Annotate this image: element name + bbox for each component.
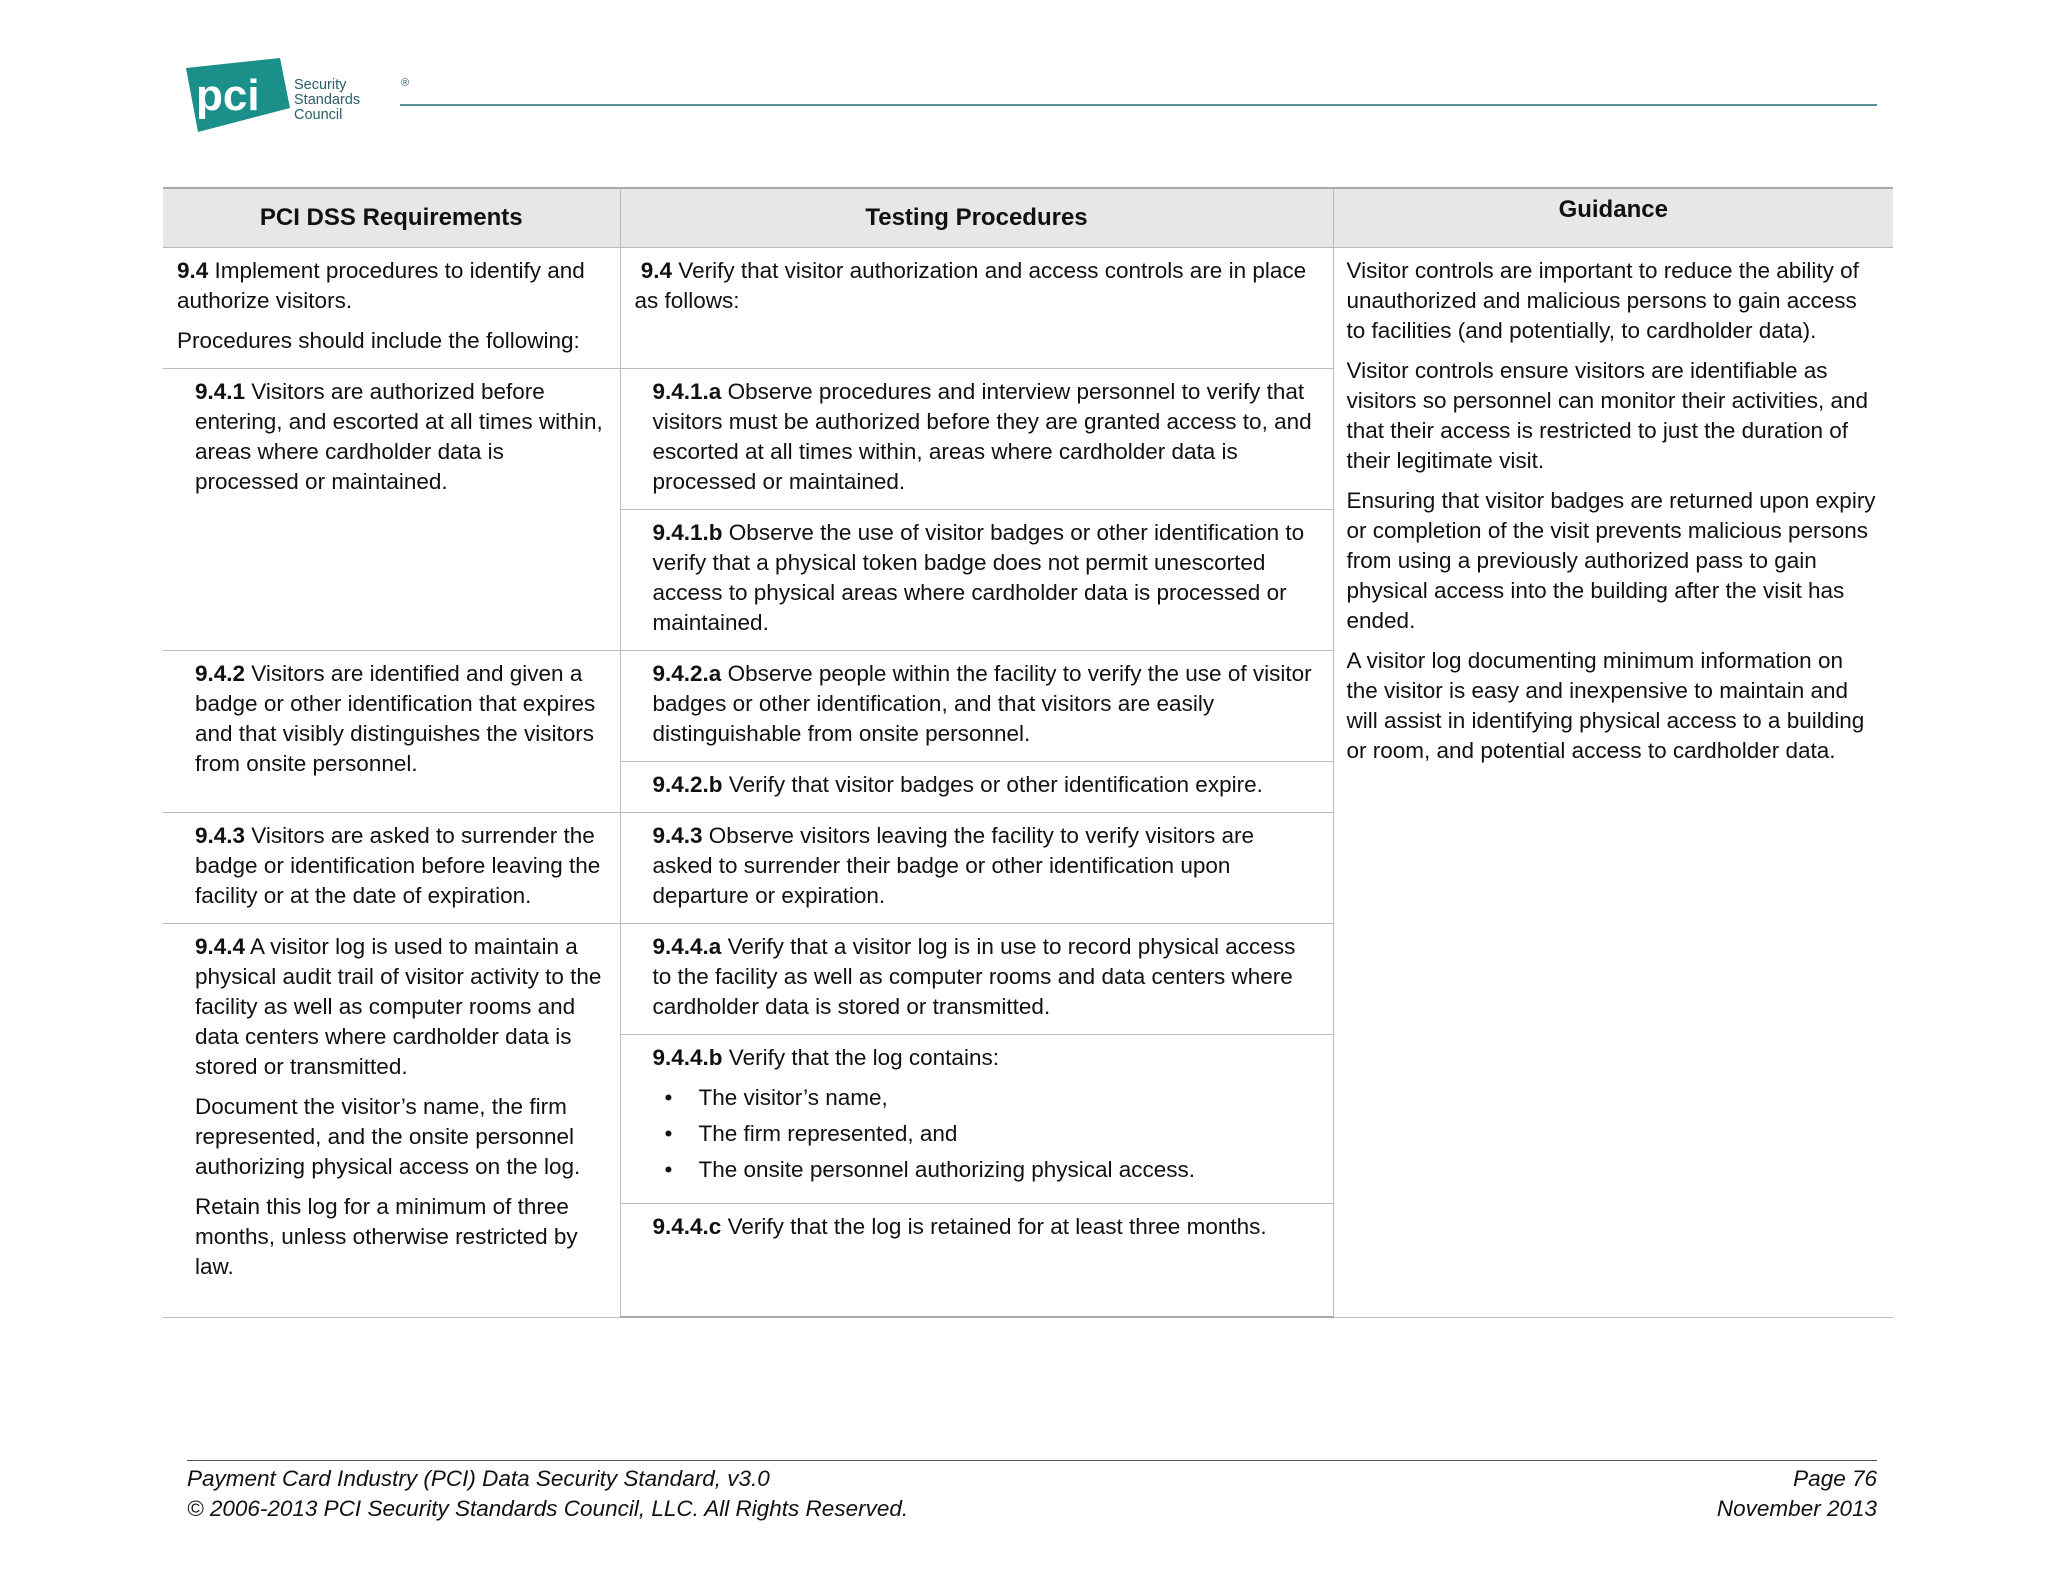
test-id: 9.4.2.a xyxy=(652,661,722,686)
guidance-paragraph: Visitor controls ensure visitors are identifiable as visitors so personnel can monitor their activities, and that their access is restricted to just the duration of their legitimate visit. xyxy=(1346,358,1868,473)
guidance-cell xyxy=(1333,248,1893,1318)
guidance-paragraph: Ensuring that visitor badges are returned upon expiry or completion of the visit prevents malicious persons from using a previously authorized pass to gain physical access into the building after the visit has ended. xyxy=(1346,488,1876,633)
test-id: 9.4.2.b xyxy=(652,772,723,797)
req-note: Procedures should include the following: xyxy=(177,328,580,353)
test-9-4-1-a xyxy=(620,369,1333,510)
logo-line-2: Standards Council xyxy=(294,92,361,123)
header-guidance: Guidance xyxy=(1333,188,1893,248)
req-id: 9.4 xyxy=(177,258,209,283)
requirement-9-4 xyxy=(163,248,620,369)
list-item: • The visitor’s name, xyxy=(699,1083,1317,1113)
bullet-icon: • xyxy=(664,1157,673,1182)
req-id: 9.4.4 xyxy=(195,934,246,959)
test-text: Verify that visitor badges or other identification expire. xyxy=(722,772,1263,797)
table-header-row xyxy=(163,188,1893,248)
table-row-9-4 xyxy=(163,248,1893,369)
test-9-4-4-a xyxy=(620,924,1333,1035)
registered-mark: ® xyxy=(401,77,410,89)
log-contents-list xyxy=(653,1083,1317,1185)
requirement-9-4-4 xyxy=(163,924,620,1318)
test-id: 9.4.4.a xyxy=(652,934,722,959)
test-id: 9.4.4.c xyxy=(652,1214,722,1239)
test-9-4-1-b xyxy=(620,510,1333,651)
test-text: Observe the use of visitor badges or other identification to verify that a physical token badge does not permit unescorted access to physical areas where cardholder data is processed or maintained. xyxy=(652,520,1305,635)
test-id: 9.4 xyxy=(640,258,673,283)
req-id: 9.4.3 xyxy=(195,823,246,848)
footer-page-number: Page 76 xyxy=(1793,1466,1877,1491)
test-text: Observe people within the facility to verify the use of visitor badges or other identification, and that visitors are easily distinguishable from onsite personnel. xyxy=(652,661,1312,746)
test-9-4-4-b xyxy=(620,1035,1333,1204)
requirements-table xyxy=(163,187,1893,1318)
test-text: Verify that visitor authorization and access controls are in place as follows: xyxy=(634,258,1307,313)
guidance-paragraph: A visitor log documenting minimum information on the visitor is easy and inexpensive to maintain and will assist in identifying physical access to a building or room, and potential access to cardholder data. xyxy=(1346,648,1865,763)
test-text: Observe visitors leaving the facility to verify visitors are asked to surrender their badge or other identification upon departure or expiration. xyxy=(652,823,1254,908)
logo-line-1: Security xyxy=(294,77,347,93)
footer-date: November 2013 xyxy=(1716,1496,1877,1521)
test-9-4 xyxy=(620,248,1333,369)
test-9-4-4-c xyxy=(620,1204,1333,1318)
test-9-4-2-b xyxy=(620,762,1333,813)
list-item: • The onsite personnel authorizing physical access. xyxy=(699,1155,1317,1185)
logo-wordmark: pci xyxy=(196,71,260,120)
header-testing-procedures: Testing Procedures xyxy=(620,188,1333,248)
requirement-9-4-2 xyxy=(163,651,620,813)
header-rule xyxy=(400,104,1877,106)
footer-rule xyxy=(187,1460,1877,1461)
test-text: Verify that a visitor log is in use to record physical access to the facility as well as computer rooms and data centers where cardholder data is stored or transmitted. xyxy=(652,934,1296,1019)
test-id: 9.4.1.b xyxy=(652,520,723,545)
req-text: Visitors are asked to surrender the badge or identification before leaving the facility or at the date of expiration. xyxy=(195,823,601,908)
req-id: 9.4.2 xyxy=(195,661,246,686)
requirement-9-4-1 xyxy=(163,369,620,651)
footer-document-title: Payment Card Industry (PCI) Data Security Standard, v3.0 xyxy=(187,1466,770,1491)
logo-council-name xyxy=(294,78,404,123)
req-paragraph: Retain this log for a minimum of three months, unless otherwise restricted by law. xyxy=(195,1194,578,1279)
pci-logo xyxy=(184,58,410,132)
req-text: A visitor log is used to maintain a physical audit trail of visitor activity to the facility as well as computer rooms and data centers where cardholder data is stored or transmitted. xyxy=(195,934,602,1079)
bullet-icon: • xyxy=(664,1085,673,1110)
test-9-4-2-a xyxy=(620,651,1333,762)
test-text: Verify that the log contains: xyxy=(722,1045,999,1070)
test-id: 9.4.4.b xyxy=(652,1045,723,1070)
test-id: 9.4.3 xyxy=(652,823,703,848)
test-text: Verify that the log is retained for at least three months. xyxy=(721,1214,1267,1239)
req-text: Visitors are authorized before entering, and escorted at all times within, areas where cardholder data is processed or maintained. xyxy=(195,379,603,494)
footer-copyright: © 2006-2013 PCI Security Standards Council, LLC. All Rights Reserved. xyxy=(187,1496,909,1521)
req-text: Visitors are identified and given a badge or other identification that expires and that visibly distinguishes the visitors from onsite personnel. xyxy=(195,661,596,776)
list-item: • The firm represented, and xyxy=(699,1119,1317,1149)
requirement-9-4-3 xyxy=(163,813,620,924)
pci-logo-icon xyxy=(184,58,294,132)
test-9-4-3 xyxy=(620,813,1333,924)
req-id: 9.4.1 xyxy=(195,379,246,404)
test-text: Observe procedures and interview personnel to verify that visitors must be authorized before they are granted access to, and escorted at all times within, areas where cardholder data is processed or maintained. xyxy=(652,379,1312,494)
req-paragraph: Document the visitor’s name, the firm represented, and the onsite personnel authorizing physical access on the log. xyxy=(195,1094,581,1179)
test-id: 9.4.1.a xyxy=(652,379,722,404)
bullet-icon: • xyxy=(664,1121,673,1146)
req-text: Implement procedures to identify and authorize visitors. xyxy=(177,258,585,313)
guidance-paragraph: Visitor controls are important to reduce the ability of unauthorized and malicious persons to gain access to facilities (and potentially, to cardholder data). xyxy=(1346,258,1859,343)
header-requirements: PCI DSS Requirements xyxy=(163,188,620,248)
